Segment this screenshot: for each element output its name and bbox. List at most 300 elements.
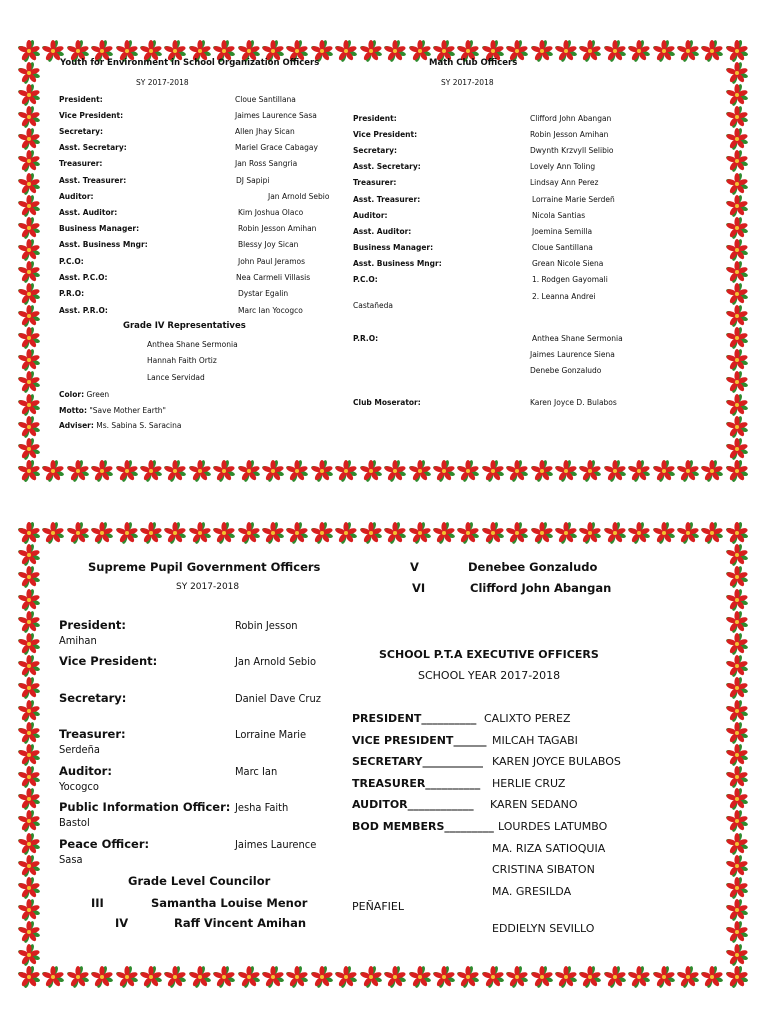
poinsettia-icon <box>433 966 455 988</box>
poinsettia-border-right <box>726 40 748 482</box>
spg-role: Auditor: <box>59 764 112 778</box>
poinsettia-icon <box>18 722 40 744</box>
page-two <box>18 522 748 988</box>
poinsettia-icon <box>531 522 553 544</box>
poinsettia-icon <box>335 522 357 544</box>
poinsettia-icon <box>604 966 626 988</box>
yes-name: Robin Jesson Amihan <box>238 224 317 233</box>
yes-name: Kim Joshua Olaco <box>238 208 304 217</box>
poinsettia-border-left <box>18 522 40 988</box>
glc-grade: VI <box>412 581 426 595</box>
yes-reps-title: Grade IV Representatives <box>123 321 246 331</box>
math-title: Math Club Officers <box>429 58 518 68</box>
poinsettia-icon <box>18 788 40 810</box>
poinsettia-icon <box>555 522 577 544</box>
poinsettia-icon <box>18 921 40 943</box>
poinsettia-icon <box>42 522 64 544</box>
yes-adviser: Adviser: Ms. Sabina S. Saracina <box>59 421 182 430</box>
poinsettia-icon <box>555 40 577 62</box>
poinsettia-icon <box>726 744 748 766</box>
poinsettia-icon <box>42 966 64 988</box>
poinsettia-icon <box>726 283 748 305</box>
poinsettia-icon <box>726 589 748 611</box>
pta-name: MILCAH TAGABI <box>492 734 578 747</box>
poinsettia-icon <box>360 460 382 482</box>
poinsettia-icon <box>18 217 40 239</box>
poinsettia-icon <box>18 460 40 482</box>
poinsettia-icon <box>18 349 40 371</box>
math-pco-name: 2. Leanna Andrei <box>532 292 596 301</box>
poinsettia-icon <box>726 305 748 327</box>
poinsettia-icon <box>726 106 748 128</box>
yes-name: Allen Jhay Sican <box>235 127 295 136</box>
pta-bod-member: CRISTINA SIBATON <box>492 863 595 876</box>
poinsettia-icon <box>18 544 40 566</box>
yes-role: Asst. Business Mngr: <box>59 240 148 249</box>
yes-rep: Hannah Faith Ortiz <box>147 356 217 365</box>
poinsettia-icon <box>18 744 40 766</box>
pta-role: PRESIDENT__________ <box>352 712 477 725</box>
glc-grade: III <box>91 896 104 910</box>
poinsettia-icon <box>18 305 40 327</box>
math-name: Lindsay Ann Perez <box>530 178 599 187</box>
yes-motto: Motto: "Save Mother Earth" <box>59 406 166 415</box>
yes-role: P.R.O: <box>59 289 85 298</box>
poinsettia-icon <box>311 522 333 544</box>
math-name: Grean Nicole Siena <box>532 259 604 268</box>
poinsettia-icon <box>579 40 601 62</box>
poinsettia-icon <box>726 788 748 810</box>
poinsettia-icon <box>286 460 308 482</box>
poinsettia-icon <box>726 833 748 855</box>
math-name: Dwynth Krzvyll Selibio <box>530 146 614 155</box>
poinsettia-icon <box>335 966 357 988</box>
math-role: Auditor: <box>353 211 388 220</box>
poinsettia-icon <box>360 522 382 544</box>
pta-name: KAREN SEDANO <box>490 798 578 811</box>
spg-name-cont: Sasa <box>59 853 83 866</box>
poinsettia-icon <box>726 40 748 62</box>
math-role: Secretary: <box>353 146 397 155</box>
yes-name: Nea Carmeli Villasis <box>236 273 311 282</box>
poinsettia-icon <box>531 460 553 482</box>
poinsettia-icon <box>726 62 748 84</box>
poinsettia-icon <box>506 522 528 544</box>
poinsettia-icon <box>726 416 748 438</box>
spg-role: Public Information Officer: <box>59 800 231 814</box>
poinsettia-icon <box>238 460 260 482</box>
poinsettia-icon <box>238 966 260 988</box>
spg-role: Peace Officer: <box>59 837 150 851</box>
poinsettia-icon <box>164 522 186 544</box>
poinsettia-icon <box>726 394 748 416</box>
poinsettia-icon <box>262 460 284 482</box>
pta-bod-cont: PEÑAFIEL <box>352 900 404 913</box>
poinsettia-icon <box>18 833 40 855</box>
pta-role: TREASURER__________ <box>352 777 481 790</box>
poinsettia-icon <box>18 677 40 699</box>
math-role: Asst. Auditor: <box>353 227 412 236</box>
poinsettia-icon <box>555 460 577 482</box>
yes-name: Dystar Egalin <box>238 289 289 298</box>
yes-role: Secretary: <box>59 127 103 136</box>
poinsettia-icon <box>360 40 382 62</box>
pta-name: LOURDES LATUMBO <box>498 820 608 833</box>
yes-name: Jan Ross Sangria <box>235 159 298 168</box>
poinsettia-icon <box>726 522 748 544</box>
poinsettia-icon <box>18 899 40 921</box>
poinsettia-icon <box>726 966 748 988</box>
poinsettia-icon <box>384 966 406 988</box>
math-role: Asst. Business Mngr: <box>353 259 442 268</box>
poinsettia-icon <box>360 966 382 988</box>
math-pro-name: Jaimes Laurence Siena <box>530 350 615 359</box>
yes-role: Business Manager: <box>59 224 140 233</box>
page-one <box>18 40 748 482</box>
poinsettia-icon <box>384 522 406 544</box>
poinsettia-icon <box>628 522 650 544</box>
poinsettia-icon <box>18 327 40 349</box>
poinsettia-icon <box>409 40 431 62</box>
poinsettia-icon <box>726 877 748 899</box>
poinsettia-border-bottom <box>18 966 748 988</box>
poinsettia-icon <box>482 522 504 544</box>
poinsettia-border-bottom <box>18 460 748 482</box>
poinsettia-icon <box>140 966 162 988</box>
poinsettia-icon <box>701 966 723 988</box>
poinsettia-icon <box>726 766 748 788</box>
glc-name: Samantha Louise Menor <box>151 896 308 910</box>
poinsettia-icon <box>482 966 504 988</box>
poinsettia-icon <box>506 966 528 988</box>
glc-name: Denebee Gonzaludo <box>468 560 598 574</box>
poinsettia-icon <box>726 195 748 217</box>
math-name: Lorraine Marie Serdeñ <box>532 195 615 204</box>
spg-name-cont: Bastol <box>59 816 90 829</box>
poinsettia-icon <box>335 40 357 62</box>
yes-role: Asst. Secretary: <box>59 143 127 152</box>
poinsettia-icon <box>18 522 40 544</box>
poinsettia-icon <box>409 460 431 482</box>
poinsettia-icon <box>18 394 40 416</box>
math-role: Asst. Treasurer: <box>353 195 421 204</box>
poinsettia-icon <box>653 460 675 482</box>
poinsettia-border-left <box>18 40 40 482</box>
poinsettia-icon <box>604 522 626 544</box>
spg-name-cont: Yocogco <box>59 780 99 793</box>
spg-name: Jaimes Laurence <box>235 838 317 851</box>
yes-name: John Paul Jeramos <box>238 257 306 266</box>
poinsettia-icon <box>18 173 40 195</box>
poinsettia-icon <box>726 460 748 482</box>
math-pco-name: 1. Rodgen Gayomali <box>532 275 608 284</box>
poinsettia-icon <box>18 700 40 722</box>
poinsettia-icon <box>726 150 748 172</box>
poinsettia-icon <box>726 438 748 460</box>
spg-name: Jesha Faith <box>235 801 289 814</box>
poinsettia-icon <box>67 460 89 482</box>
poinsettia-icon <box>91 522 113 544</box>
poinsettia-icon <box>726 899 748 921</box>
yes-name: Mariel Grace Cabagay <box>235 143 318 152</box>
poinsettia-icon <box>67 522 89 544</box>
poinsettia-icon <box>18 855 40 877</box>
poinsettia-icon <box>18 877 40 899</box>
poinsettia-icon <box>482 460 504 482</box>
math-pro-label: P.R.O: <box>353 334 379 343</box>
poinsettia-icon <box>384 40 406 62</box>
poinsettia-icon <box>18 195 40 217</box>
math-pro-name: Anthea Shane Sermonia <box>532 334 623 343</box>
pta-role: SECRETARY___________ <box>352 755 483 768</box>
math-name: Robin Jesson Amihan <box>530 130 609 139</box>
poinsettia-icon <box>18 283 40 305</box>
spg-role: President: <box>59 618 127 632</box>
math-role: Asst. Secretary: <box>353 162 421 171</box>
yes-name: Cloue Santillana <box>235 95 296 104</box>
yes-role: Auditor: <box>59 192 94 201</box>
poinsettia-icon <box>213 460 235 482</box>
poinsettia-icon <box>726 217 748 239</box>
poinsettia-icon <box>18 810 40 832</box>
glc-grade: V <box>410 560 419 574</box>
poinsettia-icon <box>457 460 479 482</box>
poinsettia-icon <box>262 522 284 544</box>
poinsettia-icon <box>409 966 431 988</box>
spg-name: Robin Jesson <box>235 619 298 632</box>
yes-title: Youth for Environment in School Organization Officers <box>60 58 320 68</box>
pta-role: BOD MEMBERS_________ <box>352 820 494 833</box>
poinsettia-icon <box>726 700 748 722</box>
poinsettia-icon <box>116 966 138 988</box>
spg-name: Daniel Dave Cruz <box>235 692 321 705</box>
poinsettia-icon <box>653 40 675 62</box>
poinsettia-icon <box>726 544 748 566</box>
poinsettia-icon <box>701 40 723 62</box>
poinsettia-icon <box>579 522 601 544</box>
poinsettia-icon <box>604 460 626 482</box>
poinsettia-icon <box>18 589 40 611</box>
math-pco-cont: Castañeda <box>353 301 394 310</box>
poinsettia-icon <box>579 460 601 482</box>
poinsettia-icon <box>140 460 162 482</box>
yes-rep: Lance Servidad <box>147 373 205 382</box>
pta-role: VICE PRESIDENT______ <box>352 734 487 747</box>
poinsettia-icon <box>677 40 699 62</box>
poinsettia-icon <box>18 416 40 438</box>
poinsettia-icon <box>18 239 40 261</box>
poinsettia-icon <box>457 966 479 988</box>
poinsettia-icon <box>726 371 748 393</box>
poinsettia-icon <box>726 944 748 966</box>
spg-name: Marc Ian <box>235 765 278 778</box>
poinsettia-icon <box>726 261 748 283</box>
poinsettia-icon <box>116 522 138 544</box>
pta-role: AUDITOR____________ <box>352 798 474 811</box>
glc-grade: IV <box>115 916 129 930</box>
poinsettia-icon <box>726 810 748 832</box>
poinsettia-icon <box>555 966 577 988</box>
poinsettia-icon <box>628 460 650 482</box>
poinsettia-icon <box>726 921 748 943</box>
poinsettia-icon <box>579 966 601 988</box>
pta-bod-member: MA. GRESILDA <box>492 885 572 898</box>
poinsettia-icon <box>433 460 455 482</box>
poinsettia-icon <box>18 106 40 128</box>
poinsettia-icon <box>18 261 40 283</box>
poinsettia-icon <box>726 173 748 195</box>
pta-bod-member: EDDIELYN SEVILLO <box>492 922 595 935</box>
poinsettia-icon <box>726 722 748 744</box>
poinsettia-icon <box>531 40 553 62</box>
math-pco-label: P.C.O: <box>353 275 378 284</box>
math-name: Nicola Santias <box>532 211 586 220</box>
yes-name: Jan Arnold Sebio <box>268 192 330 201</box>
spg-sy: SY 2017-2018 <box>176 582 240 592</box>
math-role: Vice President: <box>353 130 418 139</box>
yes-name: Blessy Joy Sican <box>238 240 299 249</box>
poinsettia-icon <box>213 966 235 988</box>
yes-role: P.C.O: <box>59 257 84 266</box>
spg-role: Secretary: <box>59 691 127 705</box>
yes-name: Jaimes Laurence Sasa <box>235 111 317 120</box>
poinsettia-icon <box>677 522 699 544</box>
poinsettia-icon <box>531 966 553 988</box>
poinsettia-icon <box>18 655 40 677</box>
poinsettia-icon <box>238 522 260 544</box>
poinsettia-icon <box>677 460 699 482</box>
poinsettia-icon <box>189 460 211 482</box>
yes-role: President: <box>59 95 103 104</box>
yes-role: Asst. P.R.O: <box>59 306 108 315</box>
poinsettia-icon <box>18 371 40 393</box>
poinsettia-icon <box>262 966 284 988</box>
pta-bod-member: MA. RIZA SATIOQUIA <box>492 842 606 855</box>
pta-title: SCHOOL P.T.A EXECUTIVE OFFICERS <box>379 648 599 661</box>
poinsettia-icon <box>726 84 748 106</box>
yes-sy: SY 2017-2018 <box>136 78 189 87</box>
poinsettia-icon <box>726 327 748 349</box>
poinsettia-icon <box>18 150 40 172</box>
math-name: Lovely Ann Toling <box>530 162 596 171</box>
pta-name: HERLIE CRUZ <box>492 777 566 790</box>
math-name: Cloue Santillana <box>532 243 593 252</box>
poinsettia-icon <box>18 944 40 966</box>
math-sy: SY 2017-2018 <box>441 78 494 87</box>
poinsettia-icon <box>18 633 40 655</box>
poinsettia-icon <box>189 966 211 988</box>
poinsettia-icon <box>18 566 40 588</box>
spg-role: Treasurer: <box>59 727 126 741</box>
poinsettia-icon <box>726 633 748 655</box>
poinsettia-icon <box>653 966 675 988</box>
spg-name-cont: Amihan <box>59 634 97 647</box>
math-role: Business Manager: <box>353 243 434 252</box>
poinsettia-icon <box>18 128 40 150</box>
poinsettia-icon <box>384 460 406 482</box>
poinsettia-icon <box>506 460 528 482</box>
spg-name: Jan Arnold Sebio <box>235 655 317 668</box>
pta-name: KAREN JOYCE BULABOS <box>492 755 621 768</box>
poinsettia-icon <box>335 460 357 482</box>
spg-name: Lorraine Marie <box>235 728 307 741</box>
pta-sy: SCHOOL YEAR 2017-2018 <box>418 669 561 682</box>
poinsettia-icon <box>18 40 40 62</box>
spg-glc-title: Grade Level Councilor <box>128 874 271 888</box>
yes-role: Asst. P.C.O: <box>59 273 108 282</box>
poinsettia-icon <box>116 460 138 482</box>
yes-role: Asst. Treasurer: <box>59 176 127 185</box>
pta-name: CALIXTO PEREZ <box>484 712 571 725</box>
poinsettia-icon <box>726 566 748 588</box>
poinsettia-icon <box>189 522 211 544</box>
math-name: Joemina Semilla <box>532 227 593 236</box>
yes-color: Color: Green <box>59 390 110 399</box>
poinsettia-icon <box>726 349 748 371</box>
poinsettia-icon <box>457 522 479 544</box>
yes-name: Marc Ian Yocogco <box>238 306 303 315</box>
poinsettia-icon <box>604 40 626 62</box>
poinsettia-icon <box>726 677 748 699</box>
poinsettia-icon <box>726 655 748 677</box>
yes-role: Asst. Auditor: <box>59 208 118 217</box>
math-name: Clifford John Abangan <box>530 114 612 123</box>
poinsettia-icon <box>42 460 64 482</box>
math-pro-name: Denebe Gonzaludo <box>530 366 602 375</box>
poinsettia-icon <box>140 522 162 544</box>
glc-name: Raff Vincent Amihan <box>174 916 307 930</box>
poinsettia-border-right <box>726 522 748 988</box>
poinsettia-icon <box>164 966 186 988</box>
poinsettia-icon <box>726 855 748 877</box>
poinsettia-icon <box>409 522 431 544</box>
poinsettia-icon <box>726 611 748 633</box>
yes-role: Treasurer: <box>59 159 103 168</box>
poinsettia-icon <box>213 522 235 544</box>
poinsettia-icon <box>67 966 89 988</box>
poinsettia-icon <box>18 966 40 988</box>
yes-rep: Anthea Shane Sermonia <box>147 340 238 349</box>
poinsettia-icon <box>433 522 455 544</box>
math-role: Treasurer: <box>353 178 397 187</box>
poinsettia-icon <box>18 84 40 106</box>
poinsettia-icon <box>311 966 333 988</box>
poinsettia-icon <box>91 460 113 482</box>
poinsettia-icon <box>653 522 675 544</box>
poinsettia-icon <box>701 522 723 544</box>
poinsettia-icon <box>286 966 308 988</box>
poinsettia-icon <box>311 460 333 482</box>
poinsettia-icon <box>628 966 650 988</box>
poinsettia-icon <box>91 966 113 988</box>
math-moderator-name: Karen Joyce D. Bulabos <box>530 398 617 407</box>
math-moderator-label: Club Moserator: <box>353 398 421 407</box>
spg-role: Vice President: <box>59 654 158 668</box>
spg-title: Supreme Pupil Government Officers <box>88 560 321 574</box>
spg-name-cont: Serdeña <box>59 743 100 756</box>
poinsettia-icon <box>18 62 40 84</box>
poinsettia-icon <box>18 766 40 788</box>
poinsettia-icon <box>628 40 650 62</box>
yes-role: Vice President: <box>59 111 124 120</box>
math-role: President: <box>353 114 397 123</box>
poinsettia-icon <box>164 460 186 482</box>
poinsettia-icon <box>726 239 748 261</box>
yes-name: DJ Sapipi <box>236 176 270 185</box>
poinsettia-icon <box>286 522 308 544</box>
glc-name: Clifford John Abangan <box>470 581 612 595</box>
poinsettia-icon <box>726 128 748 150</box>
